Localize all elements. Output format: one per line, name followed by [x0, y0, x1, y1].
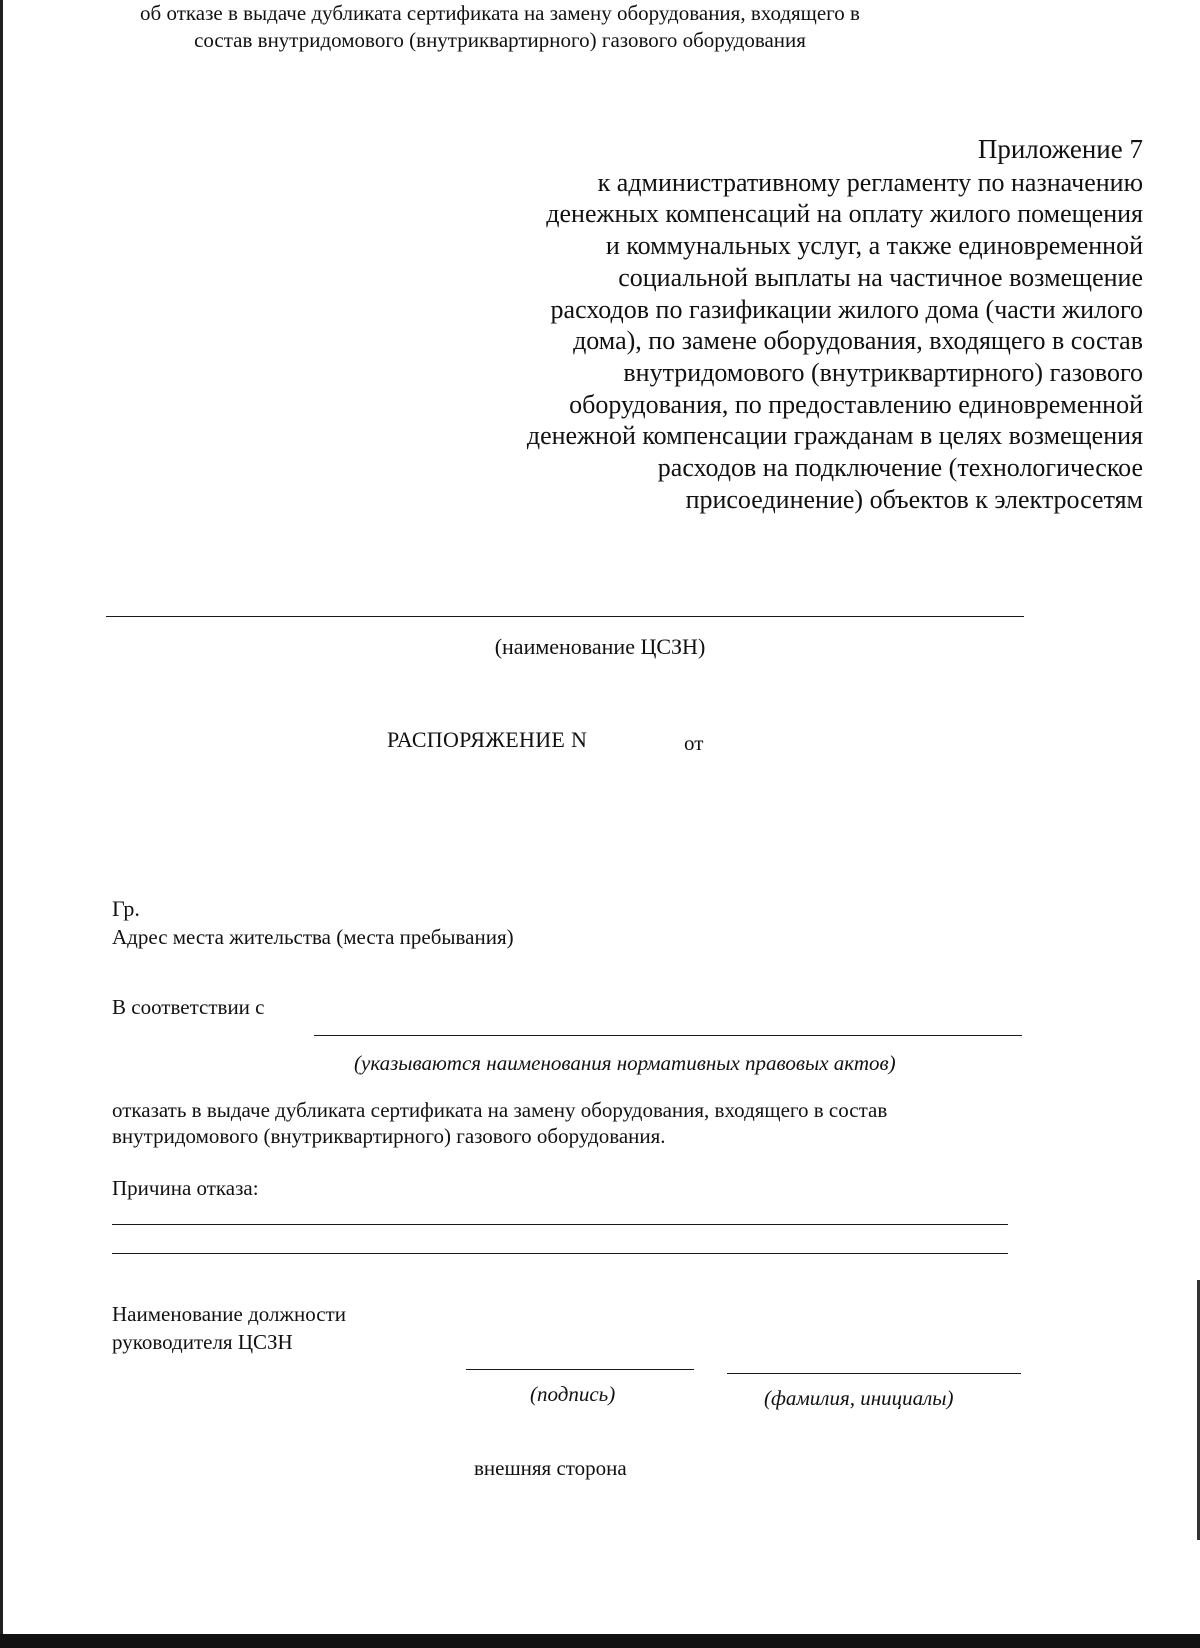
order-heading: РАСПОРЯЖЕНИЕ N — [387, 727, 588, 752]
appendix-line: социальной выплаты на частичное возмещение — [618, 262, 1143, 292]
appendix-line: расходов по газификации жилого дома (части жилого — [550, 294, 1143, 324]
legal-acts-caption: (указываются наименования нормативных правовых актов) — [354, 1051, 896, 1075]
position-title-line: руководителя ЦСЗН — [112, 1330, 293, 1354]
appendix-line: внутридомового (внутриквартирного) газового — [623, 357, 1143, 387]
decision-line: отказать в выдаче дубликата сертификата на замену оборудования, входящего в состав — [112, 1098, 888, 1122]
address-label: Адрес места жительства (места пребывания) — [112, 925, 514, 949]
order-subject — [0, 0, 1000, 54]
footer-note: внешняя сторона — [474, 1456, 627, 1480]
appendix-line: денежных компенсаций на оплату жилого помещения — [546, 199, 1143, 229]
appendix-line: оборудования, по предоставлению единовременной — [569, 389, 1143, 419]
signature-line — [466, 1369, 694, 1370]
order-date-label: от — [684, 731, 704, 755]
order-subject-line: состав внутридомового (внутриквартирного) газового оборудования — [194, 28, 806, 52]
org-name-line — [106, 616, 1024, 617]
appendix-line: и коммунальных услуг, а также единовременной — [605, 231, 1143, 261]
appendix-line: присоединение) объектов к электросетям — [685, 484, 1143, 514]
full-name-caption: (фамилия, инициалы) — [764, 1386, 954, 1410]
org-name-caption: (наименование ЦСЗН) — [494, 634, 706, 659]
order-subject-line: об отказе в выдаче дубликата сертификата на замену оборудования, входящего в — [140, 1, 860, 25]
reason-line-2 — [112, 1253, 1008, 1254]
appendix-title: Приложение 7 — [977, 134, 1143, 164]
reason-line-1 — [112, 1224, 1008, 1225]
legal-acts-line — [314, 1035, 1022, 1036]
citizen-label: Гр. — [112, 896, 140, 921]
appendix-line: дома), по замене оборудования, входящего в состав — [573, 326, 1143, 356]
scan-bottom-edge — [0, 1634, 1200, 1648]
reason-label: Причина отказа: — [112, 1176, 259, 1200]
basis-label: В соответствии с — [112, 995, 265, 1019]
decision-line: внутридомового (внутриквартирного) газового оборудования. — [112, 1124, 666, 1148]
full-name-line — [727, 1373, 1021, 1374]
scan-left-edge — [0, 0, 3, 1648]
appendix-header — [423, 134, 1143, 515]
appendix-line: расходов на подключение (технологическое — [657, 453, 1143, 483]
signature-caption: (подпись) — [530, 1382, 616, 1406]
appendix-line: к административному регламенту по назначению — [597, 167, 1143, 197]
appendix-line: денежной компенсации гражданам в целях возмещения — [526, 421, 1143, 451]
position-title-line: Наименование должности — [112, 1302, 346, 1326]
